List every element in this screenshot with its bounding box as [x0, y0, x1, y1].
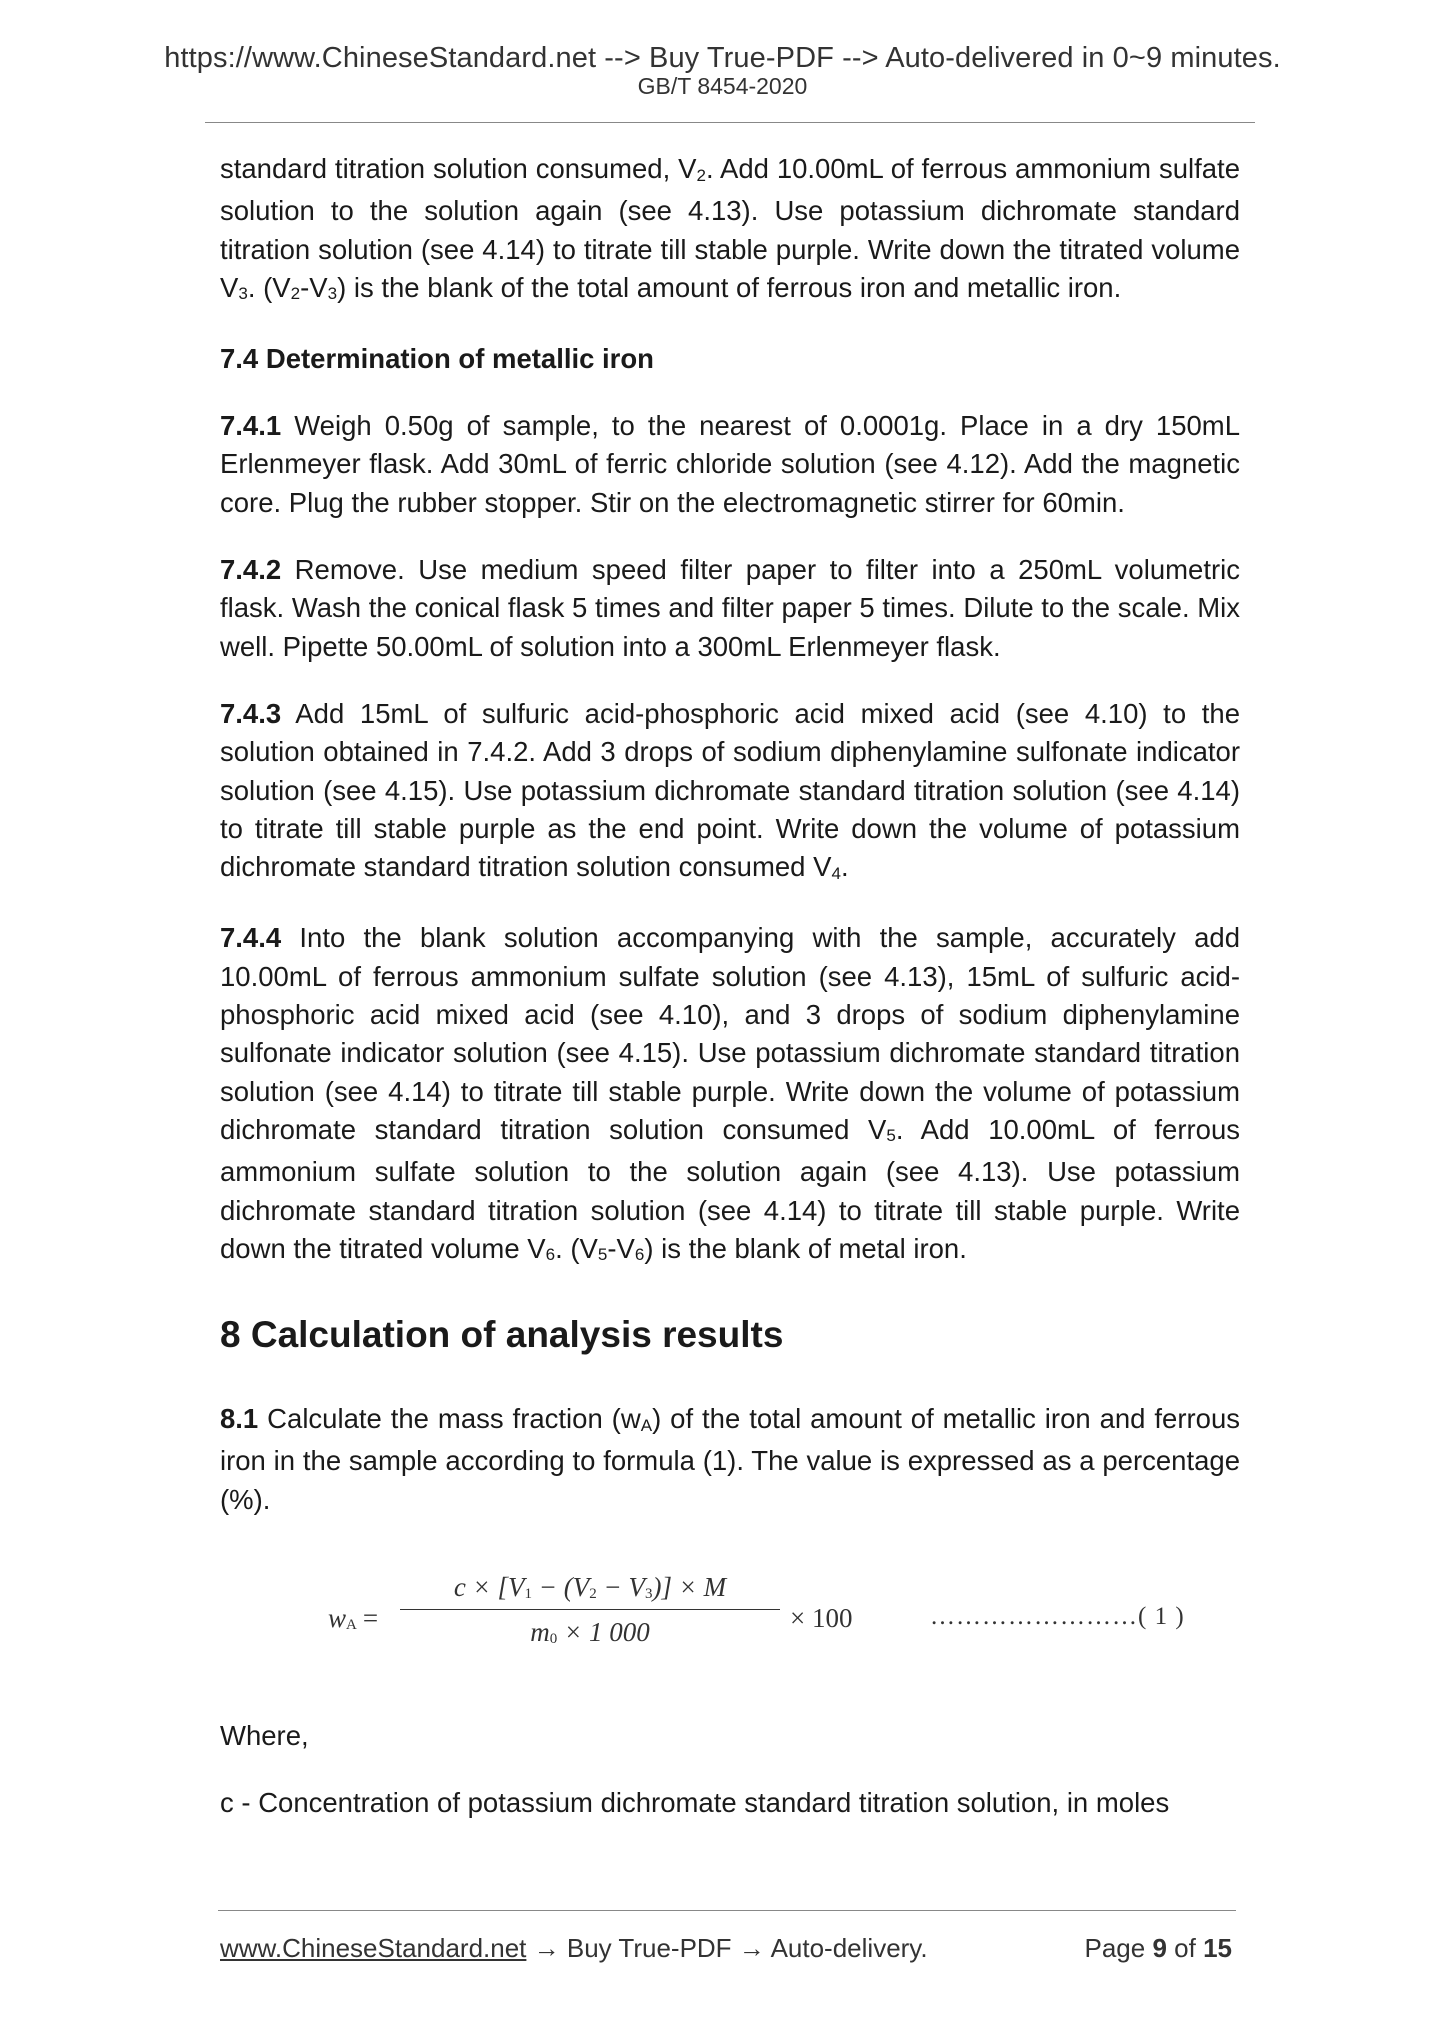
formula-fraction [400, 1567, 780, 1652]
paragraph-7-4-4: 7.4.4 Into the blank solution accompanying with the sample, accurately add 10.00mL of ferrous ammonium sulfate solution (see 4.13), 15mL of sulfuric acid-phosphoric acid mixed acid (see 4.10), and 3 drops of sodium diphenylamine sulfonate indicator solution (see 4.15). Use potassium dichromate standard titration solution (see 4.14) to titrate till stable purple. Write down the volume of potassium dichromate standard titration solution consumed $V_5$. Add 10.00mL of ferrous ammonium sulfate solution to the solution again (see 4.13). Use potassium dichromate standard titration solution (see 4.14) to titrate till stable purple. Write down the titrated volume $V_6$. $(V_5-V_6)$ is the blank of metal iron. [220, 922, 1240, 1265]
formula-1 [220, 1567, 1240, 1677]
source-banner: https://www.ChineseStandard.net --> Buy True-PDF --> Auto-delivered in 0~9 minutes. [164, 42, 1281, 74]
header-divider [205, 122, 1255, 123]
footer-divider [218, 1910, 1236, 1911]
paragraph-7-4-3: 7.4.3 Add 15mL of sulfuric acid-phosphoric acid mixed acid (see 4.10) to the solution obtained in 7.4.2. Add 3 drops of sodium diphenylamine sulfonate indicator solution (see 4.15). Use potassium dichromate standard titration solution (see 4.14) to titrate till stable purple as the end point. Write down the volume of potassium dichromate standard titration solution consumed $V_4$. [220, 697, 1240, 883]
footer-tagline: → Buy True-PDF → Auto-delivery. [526, 1933, 928, 1963]
where-label: Where, [220, 1720, 309, 1752]
page-body [220, 150, 1240, 1852]
fraction-bar [400, 1609, 780, 1610]
page-indicator: Page 9 of 15 [1084, 1933, 1232, 1963]
formula-multiplier: × 100 [790, 1603, 853, 1634]
paragraph-8-1: 8.1 Calculate the mass fraction $(w_A)$ of the total amount of metallic iron and ferrous iron in the sample according to formula (1). The value is expressed as a percentage (%). [220, 1403, 1241, 1515]
heading-7-4: 7.4 Determination of metallic iron [220, 343, 654, 375]
paragraph-intro: standard titration solution consumed, $V_2$. Add 10.00mL of ferrous ammonium sulfate solution to the solution again (see 4.13). Use potassium dichromate standard titration solution (see 4.14) to titrate till stable purple. Write down the titrated volume $V_3$. $(V_2-V_3)$ is the blank of the total amount of ferrous iron and metallic iron. [220, 153, 1240, 304]
formula-numerator: $c \times [V_1 - (V_2 - V_3)] \times M$ [453, 1572, 727, 1603]
formula-denominator: $m_0 \times 1$ 000 [530, 1617, 650, 1648]
formula-number: ……………………( 1 ) [930, 1603, 1185, 1631]
formula-lhs: $w_A$ = [328, 1603, 379, 1634]
page-footer [220, 1933, 1232, 1964]
heading-8: 8 Calculation of analysis results [220, 1314, 784, 1356]
site-link[interactable]: www.ChineseStandard.net [220, 1933, 527, 1963]
paragraph-7-4-2: 7.4.2 Remove. Use medium speed filter paper to filter into a 250mL volumetric flask. Wash the conical flask 5 times and filter paper 5 times. Dilute to the scale. Mix well. Pipette 50.00mL of solution into a 300mL Erlenmeyer flask. [220, 554, 1240, 662]
standard-code: GB/T 8454-2020 [637, 73, 808, 99]
paragraph-7-4-1: 7.4.1 Weigh 0.50g of sample, to the nearest of 0.0001g. Place in a dry 150mL Erlenmeyer flask. Add 30mL of ferric chloride solution (see 4.12). Add the magnetic core. Plug the rubber stopper. Stir on the electromagnetic stirrer for 60min. [220, 410, 1240, 518]
definition-c: c - Concentration of potassium dichromate standard titration solution, in moles [220, 1787, 1170, 1819]
